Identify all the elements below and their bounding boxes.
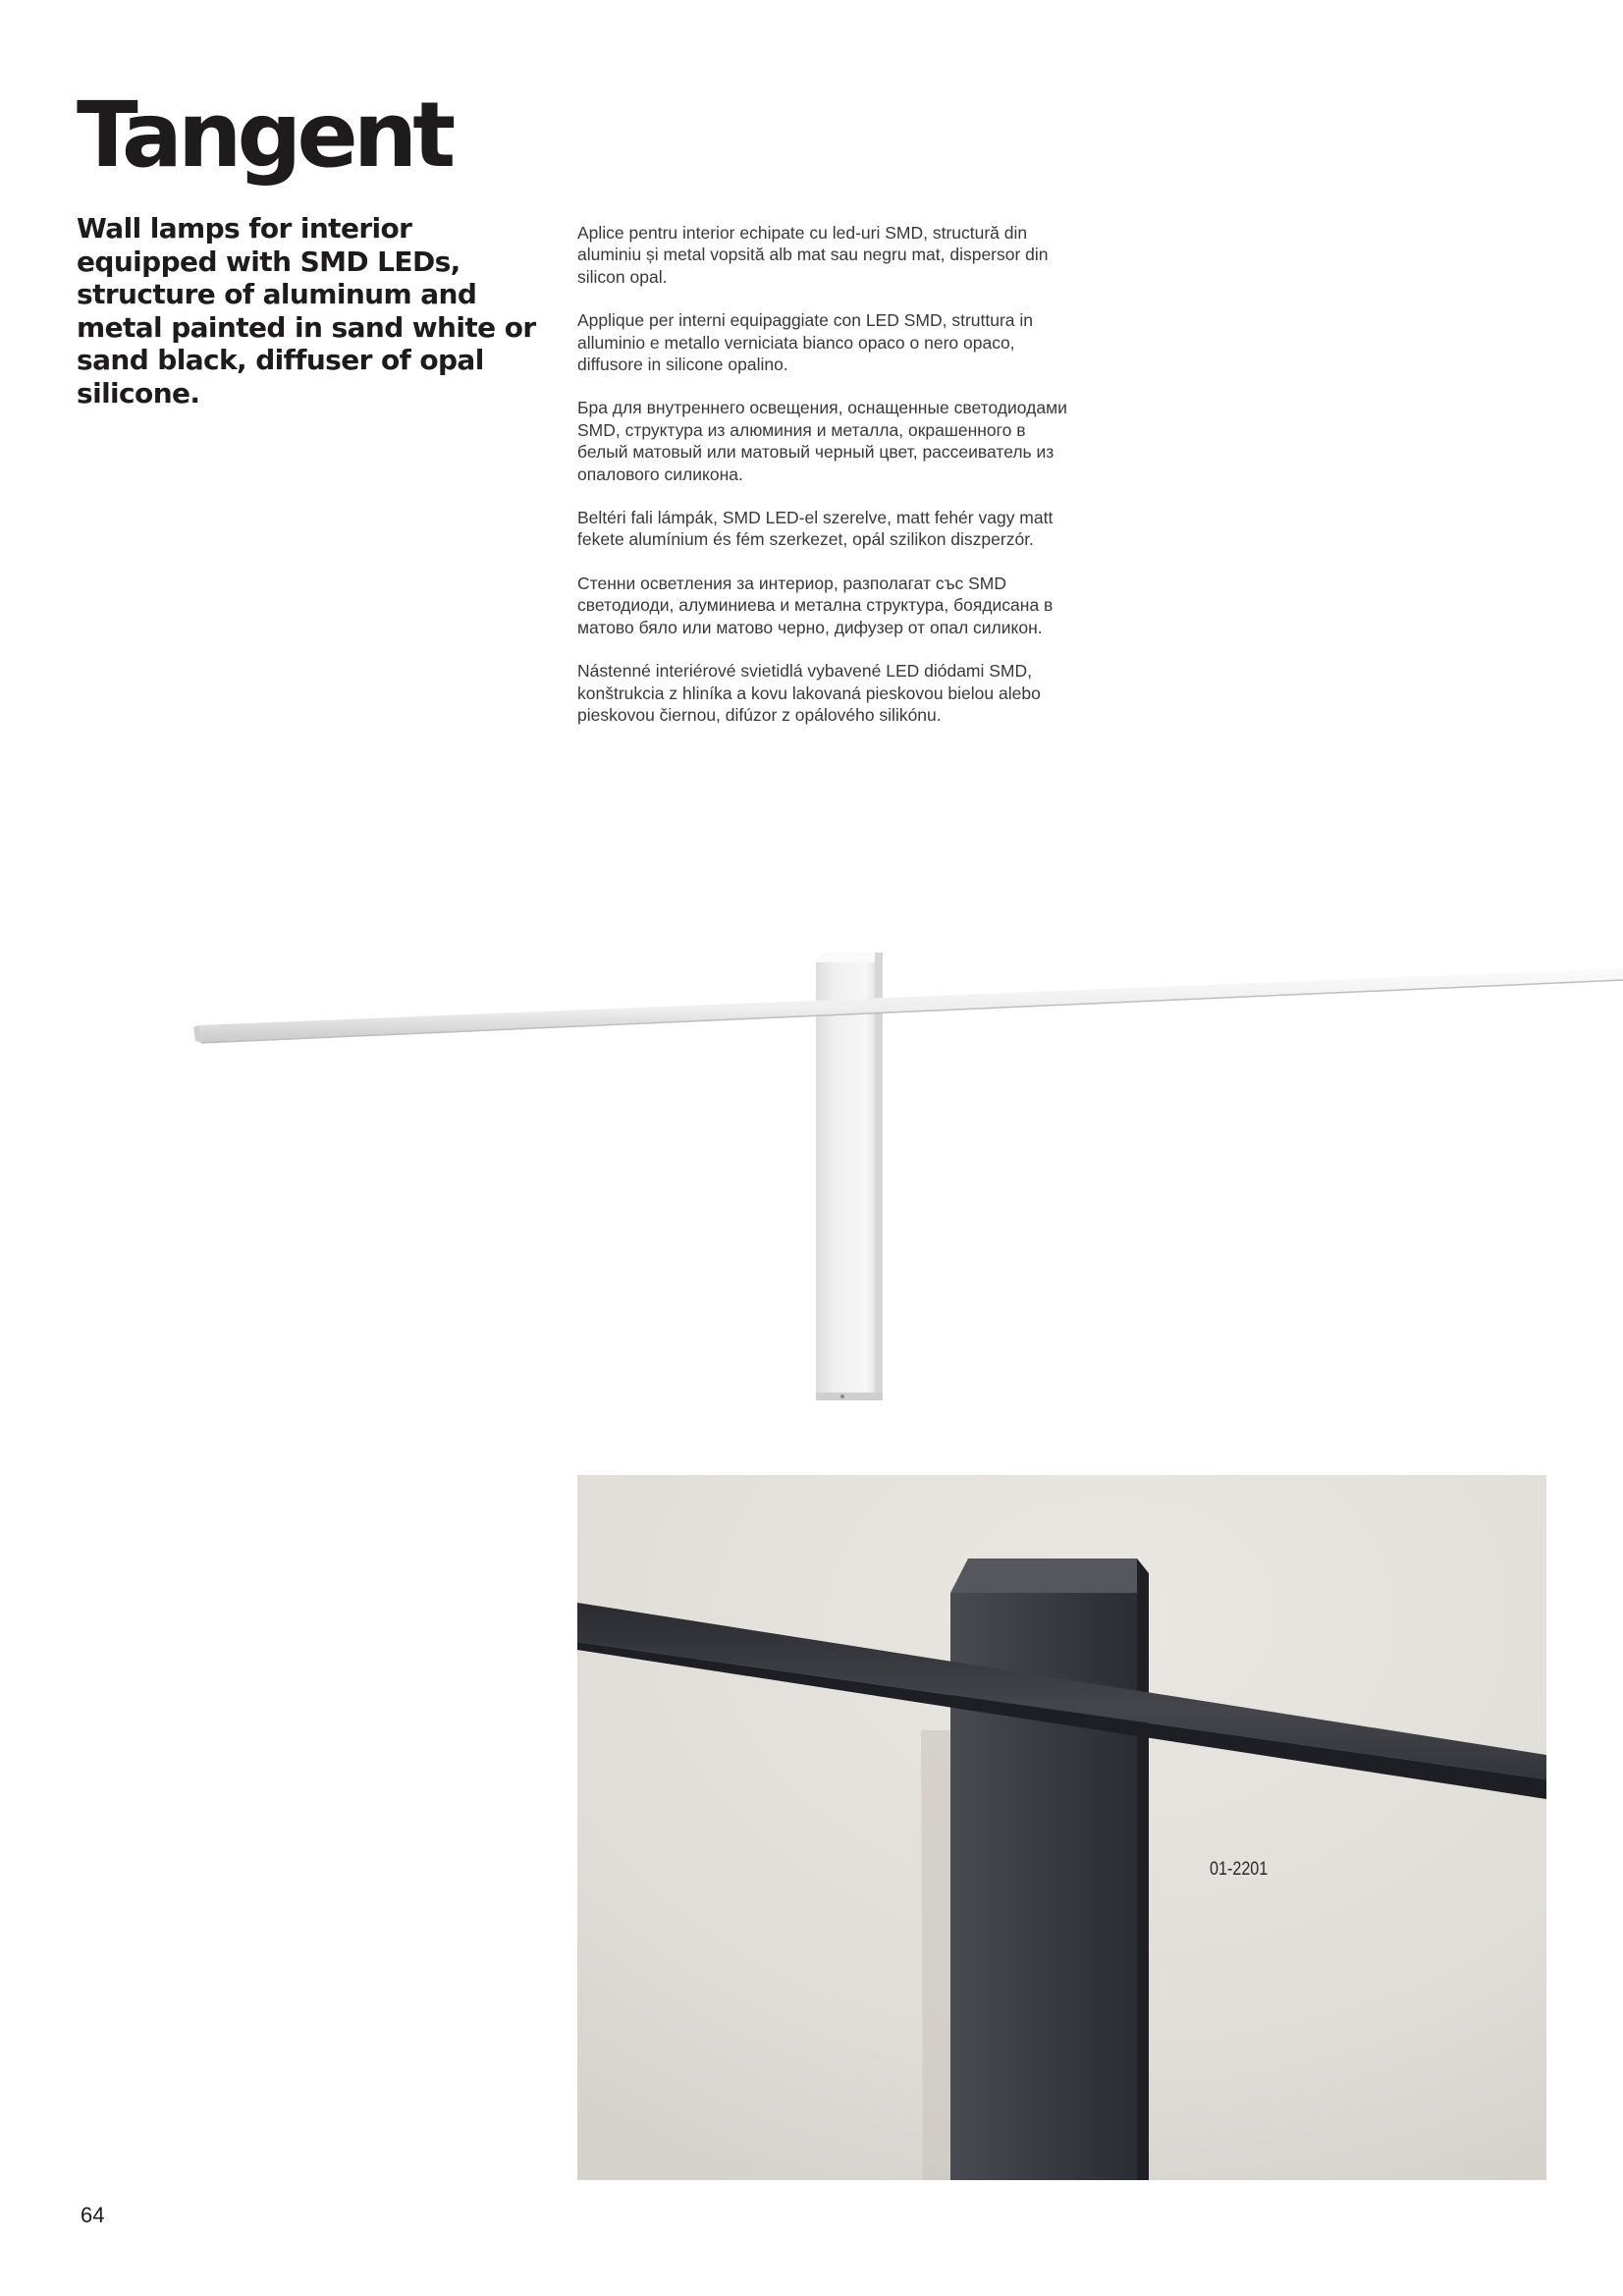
translation-sk: Nástenné interiérové svietidlá vybavené LED diódami SMD, konštrukcia z hliníka a kovu lakovaná pieskovou bielou alebo pieskovou čiernou, difúzor z opálového silikónu. bbox=[577, 661, 1041, 725]
black-lamp-image bbox=[577, 1475, 1546, 2180]
product-description: Wall lamps for interior equipped with SMD LEDs, structure of aluminum and metal painted in sand white or sand black, diffuser of opal silicone. bbox=[77, 212, 536, 410]
translation-bg: Стенни осветления за интериор, разполагат със SMD светодиоди, алуминиева и метална структура, боядисана в матово бяло или матово черно, дифузер от опал силикон. bbox=[577, 573, 1054, 637]
white-lamp-image bbox=[191, 953, 1623, 1434]
translation-ru: Бра для внутреннего освещения, оснащенные светодиодами SMD, структура из алюминия и металла, окрашенного в белый матовый или матовый черный цвет, рассеиватель из опалового силикона. bbox=[577, 398, 1067, 484]
page-number: 64 bbox=[81, 2203, 105, 2227]
page-title: Tangent bbox=[77, 82, 452, 188]
translation-ro: Aplice pentru interior echipate cu led-uri SMD, structură din aluminiu și metal vopsită alb mat sau negru mat, dispersor din silicon opal. bbox=[577, 223, 1049, 287]
product-code: 01-2201 bbox=[1210, 1859, 1269, 1880]
translation-hu: Beltéri fali lámpák, SMD LED-el szerelve, matt fehér vagy matt fekete alumínium és fém szerkezet, opál szilikon diszperzór. bbox=[577, 508, 1054, 550]
translation-it: Applique per interni equipaggiate con LED SMD, struttura in alluminio e metallo verniciata bianco opaco o nero opaco, diffusore in silicone opalino. bbox=[577, 310, 1034, 375]
translations-column bbox=[577, 222, 1068, 747]
